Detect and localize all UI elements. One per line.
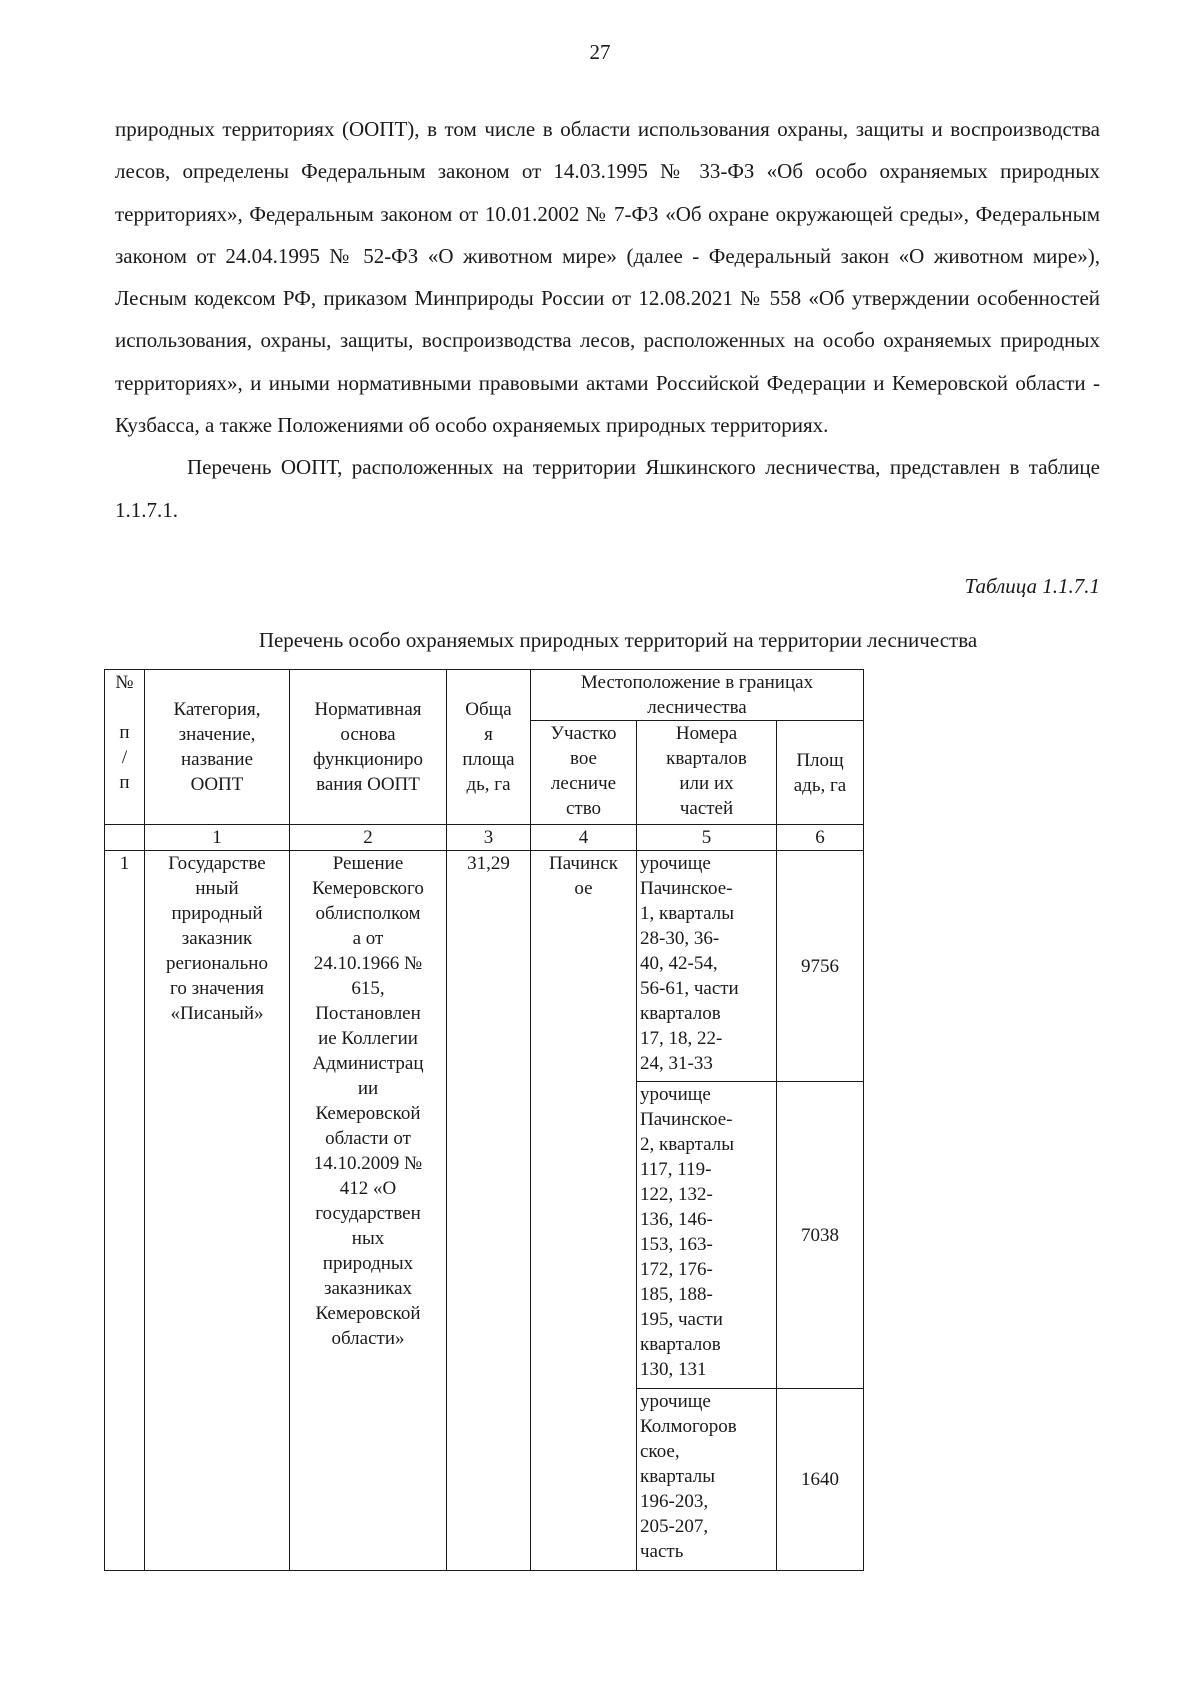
header-district: Участко вое лесниче ство xyxy=(531,721,637,825)
sub-row-quarters: урочище Пачинское- 1, кварталы 28-30, 36- 40, 42-54, 56-61, части кварталов 17, 18, 22- 24, 31-33 xyxy=(637,851,777,1082)
sub-row-area: 7038 xyxy=(777,1082,864,1389)
oopt-table xyxy=(104,669,864,1571)
row-category: Государстве нный природный заказник региональнo го значения «Писаный» xyxy=(145,851,290,1571)
sub-row-quarters: урочище Колмогоров ское, кварталы 196-203, 205-207, часть xyxy=(637,1389,777,1571)
header-basis: Нормативная основа функциониро вания ООПТ xyxy=(290,670,447,825)
header-quarters: Номера кварталов или их частей xyxy=(637,721,777,825)
column-number: 5 xyxy=(637,825,777,851)
row-basis: Решение Кемеровского облисполком а от 24.10.1966 № 615, Постановлен ие Коллегии Администрац ии Кемеровской области от 14.10.2009 № 412 «О государствен ных природных заказниках Кемеровской области» xyxy=(290,851,447,1571)
column-number-blank xyxy=(105,825,145,851)
table-label: Таблица 1.1.7.1 xyxy=(964,574,1100,598)
header-location: Местоположение в границах лесничества xyxy=(531,670,864,721)
column-number: 1 xyxy=(145,825,290,851)
row-district: Пачинск ое xyxy=(531,851,637,1571)
body-text xyxy=(115,108,1100,531)
column-number: 4 xyxy=(531,825,637,851)
table-title: Перечень особо охраняемых природных территорий на территории лесничества xyxy=(258,628,978,652)
column-number: 2 xyxy=(290,825,447,851)
page-number: 27 xyxy=(589,40,611,64)
row-area: 31,29 xyxy=(447,851,531,1571)
header-sub-area: Площ адь, га xyxy=(777,721,864,825)
row-num: 1 xyxy=(105,851,145,1571)
paragraph: Перечень ООПТ, расположенных на территории Яшкинского лесничества, представлен в таблице 1.1.7.1. xyxy=(115,455,1100,522)
sub-row-quarters: урочище Пачинское- 2, кварталы 117, 119- 122, 132- 136, 146- 153, 163- 172, 176- 185, 188- 195, части кварталов 130, 131 xyxy=(637,1082,777,1389)
column-number: 3 xyxy=(447,825,531,851)
sub-row-area: 1640 xyxy=(777,1389,864,1571)
header-area: Обща я площа дь, га xyxy=(447,670,531,825)
column-number: 6 xyxy=(777,825,864,851)
header-num: № п / п xyxy=(105,670,145,825)
header-category: Категория, значение, название ООПТ xyxy=(145,670,290,825)
paragraph: природных территориях (ООПТ), в том числе в области использования охраны, защиты и воспроизводства лесов, определены Федеральным законом от 14.03.1995 № 33-ФЗ «Об особо охраняемых природных территориях», Федеральным законом от 10.01.2002 № 7-ФЗ «Об охране окружающей среды», Федеральным законом от 24.04.1995 № 52-ФЗ «О животном мире» (далее - Федеральный закон «О животном мире»), Лесным кодексом РФ, приказом Минприроды России от 12.08.2021 № 558 «Об утверждении особенностей использования, охраны, защиты, воспроизводства лесов, расположенных на особо охраняемых природных территориях», и иными нормативными правовыми актами Российской Федерации и Кемеровской области - Кузбасса, а также Положениями об особо охраняемых природных территориях. xyxy=(115,117,1100,438)
sub-row-area: 9756 xyxy=(777,851,864,1082)
